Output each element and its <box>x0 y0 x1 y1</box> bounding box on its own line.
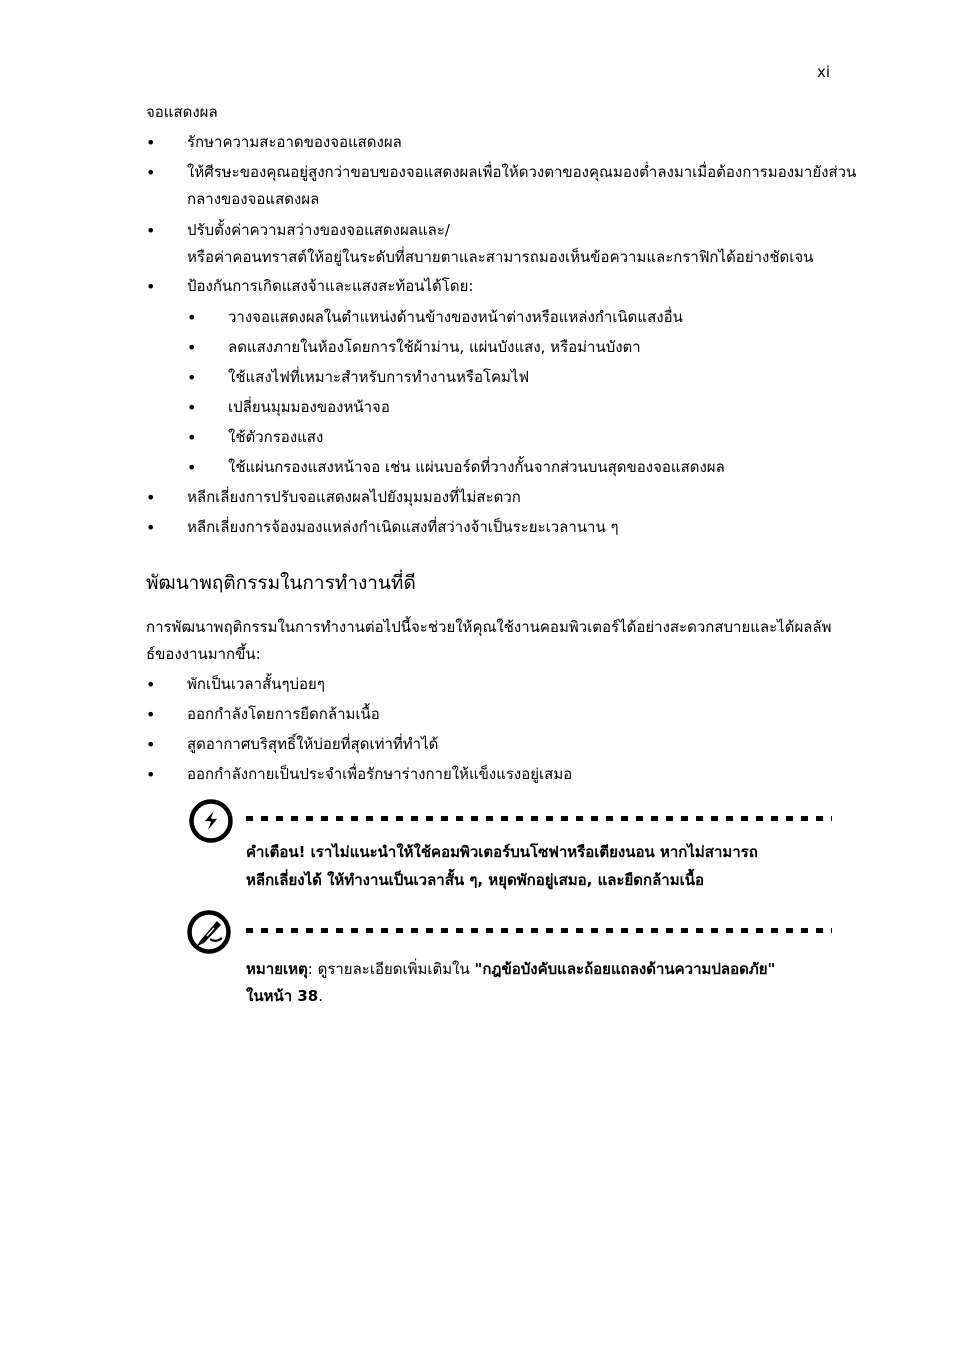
bullet: • <box>146 765 156 784</box>
section-heading: พัฒนาพฤติกรรมในการทำงานที่ดี <box>146 572 416 594</box>
sub-bullet: • <box>187 368 197 387</box>
list-item: พักเป็นเวลาสั้นๆบ่อยๆ <box>187 675 325 693</box>
bullet: • <box>146 277 156 296</box>
intro-text-continuation: ธ์ของงานมากขึ้น: <box>146 645 261 663</box>
bullet: • <box>146 675 156 694</box>
sub-list-item: ใช้แสงไฟที่เหมาะสำหรับการทำงานหรือโคมไฟ <box>228 368 530 386</box>
page-number: xi <box>816 63 830 81</box>
note-text <box>246 956 775 983</box>
sub-list-item: ใช้แผ่นกรองแสงหน้าจอ เช่น แผ่นบอร์ดที่วางกั้นจากส่วนบนสุดของจอแสดงผล <box>228 458 725 476</box>
intro-text: การพัฒนาพฤติกรรมในการทำงานต่อไปนี้จะช่วยให้คุณใช้งานคอมพิวเตอร์ได้อย่างสะดวกสบายและได้ผลลัพ <box>146 618 832 636</box>
note-text-body: : ดูรายละเอียดเพิ่มเติมใน <box>307 960 475 978</box>
note-page-ref: ในหน้า 38 <box>246 987 319 1005</box>
note-period: . <box>318 987 324 1005</box>
pen-note-icon <box>186 909 232 955</box>
list-item: หลีกเลี่ยงการปรับจอแสดงผลไปยังมุมมองที่ไม่สะดวก <box>187 488 521 506</box>
list-item-continuation: กลางของจอแสดงผล <box>187 190 320 208</box>
list-item: สูดอากาศบริสุทธิ์ให้บ่อยที่สุดเท่าที่ทำได้ <box>187 735 439 753</box>
bullet: • <box>146 518 156 537</box>
list-item: ออกกำลังกายเป็นประจำเพื่อรักษาร่างกายให้แข็งแรงอยู่เสมอ <box>187 765 573 783</box>
list-item: รักษาความสะอาดของจอแสดงผล <box>187 133 402 151</box>
note-label: หมายเหตุ <box>246 960 308 978</box>
lightning-warning-icon <box>188 798 234 844</box>
sub-list-item: วางจอแสดงผลในตำแหน่งด้านข้างของหน้าต่างหรือแหล่งกำเนิดแสงอื่น <box>228 308 683 326</box>
sub-bullet: • <box>187 428 197 447</box>
bullet: • <box>146 133 156 152</box>
note-divider <box>246 928 832 933</box>
list-item: ออกกำลังโดยการยืดกล้ามเนื้อ <box>187 705 380 723</box>
warning-text: คำเตือน! เราไม่แนะนำให้ใช้คอมพิวเตอร์บนโซฟาหรือเตียงนอน หากไม่สามารถ <box>246 843 758 861</box>
section-title-display: จอแสดงผล <box>146 103 218 121</box>
list-item-continuation: หรือค่าคอนทราสต์ให้อยู่ในระดับที่สบายตาและสามารถมองเห็นข้อความและกราฟิกได้อย่างชัดเจน <box>187 248 814 266</box>
bullet: • <box>146 163 156 182</box>
sub-list-item: เปลี่ยนมุมมองของหน้าจอ <box>228 398 390 416</box>
bullet: • <box>146 705 156 724</box>
sub-bullet: • <box>187 338 197 357</box>
bullet: • <box>146 221 156 240</box>
bullet: • <box>146 735 156 754</box>
sub-list-item: ใช้ตัวกรองแสง <box>228 428 324 446</box>
note-text-continuation <box>246 983 323 1010</box>
list-item: หลีกเลี่ยงการจ้องมองแหล่งกำเนิดแสงที่สว่างจ้าเป็นระยะเวลานาน ๆ <box>187 518 619 536</box>
sub-bullet: • <box>187 458 197 477</box>
list-item: ป้องกันการเกิดแสงจ้าและแสงสะท้อนได้โดย: <box>187 277 474 295</box>
warning-divider <box>246 816 832 821</box>
note-reference: "กฎข้อบังคับและถ้อยแถลงด้านความปลอดภัย" <box>474 960 776 978</box>
list-item: ให้ศีรษะของคุณอยู่สูงกว่าขอบของจอแสดงผลเพื่อให้ดวงตาของคุณมองต่ำลงมาเมื่อต้องการมองมายังส่วน <box>187 163 857 181</box>
sub-bullet: • <box>187 308 197 327</box>
sub-list-item: ลดแสงภายในห้องโดยการใช้ผ้าม่าน, แผ่นบังแสง, หรือม่านบังตา <box>228 338 641 356</box>
warning-text-continuation: หลีกเลี่ยงได้ ให้ทำงานเป็นเวลาสั้น ๆ, หยุดพักอยู่เสมอ, และยืดกล้ามเนื้อ <box>246 871 705 889</box>
list-item: ปรับตั้งค่าความสว่างของจอแสดงผลและ/ <box>187 221 450 239</box>
bullet: • <box>146 488 156 507</box>
sub-bullet: • <box>187 398 197 417</box>
